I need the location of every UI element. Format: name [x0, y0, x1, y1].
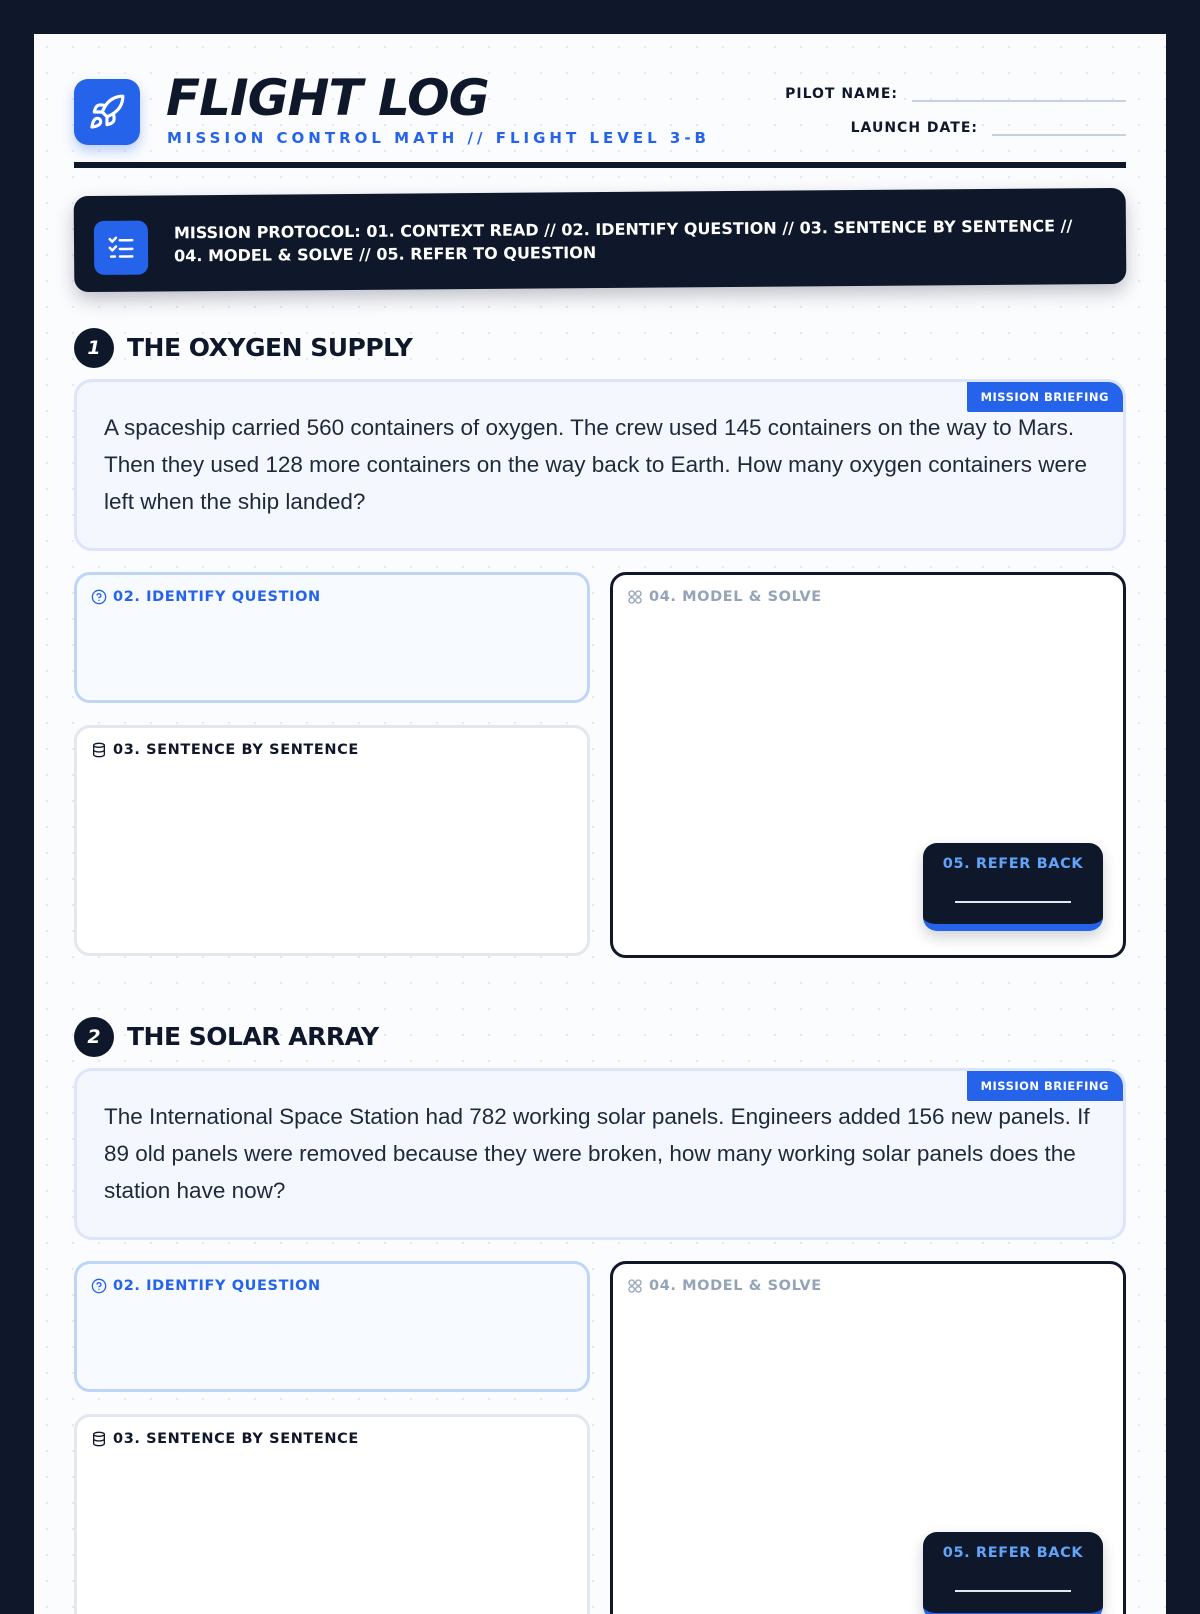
- mission-briefing-tag: MISSION BRIEFING: [967, 1071, 1123, 1101]
- mission-protocol-banner: [74, 188, 1127, 292]
- refer-back-answer-line[interactable]: [955, 901, 1071, 903]
- page-title: FLIGHT LOG: [166, 70, 489, 126]
- question-circle-icon: [91, 1278, 107, 1294]
- launch-date-label: LAUNCH DATE:: [851, 120, 978, 136]
- header-divider: [74, 162, 1126, 168]
- problem-header: [74, 1017, 1126, 1061]
- protocol-steps: 01. CONTEXT READ // 02. IDENTIFY QUESTION // 03. SENTENCE BY SENTENCE // 04. MODEL & SOLVE // 05. REFER TO QUESTION: [174, 216, 1072, 265]
- mission-briefing: [74, 1068, 1126, 1240]
- sentence-by-sentence-box[interactable]: [74, 1414, 590, 1614]
- identify-question-box[interactable]: [74, 1261, 590, 1392]
- sentence-by-sentence-label: [91, 742, 359, 758]
- sentence-by-sentence-text: 03. SENTENCE BY SENTENCE: [113, 742, 359, 758]
- model-and-solve-box[interactable]: [610, 572, 1126, 958]
- page-subtitle: MISSION CONTROL MATH // FLIGHT LEVEL 3-B: [167, 129, 710, 147]
- problem-section-2: [74, 1017, 1126, 1061]
- identify-question-text: 02. IDENTIFY QUESTION: [113, 1278, 321, 1294]
- model-and-solve-label: [627, 1278, 822, 1294]
- worksheet: [34, 34, 1166, 1614]
- checklist-icon: [94, 221, 148, 275]
- refer-back-card: [923, 1532, 1103, 1614]
- problem-number: 1: [74, 328, 114, 368]
- problem-title: THE SOLAR ARRAY: [127, 1020, 379, 1054]
- mission-briefing-tag: MISSION BRIEFING: [967, 382, 1123, 412]
- database-icon: [91, 742, 107, 758]
- identify-question-label: [91, 589, 321, 605]
- identify-question-box[interactable]: [74, 572, 590, 703]
- model-and-solve-text: 04. MODEL & SOLVE: [649, 589, 822, 605]
- grid-icon: [627, 1278, 643, 1294]
- launch-date-field: [851, 120, 1126, 136]
- protocol-heading: MISSION PROTOCOL:: [174, 222, 361, 242]
- problem-section-1: [74, 328, 1126, 372]
- refer-back-answer-line[interactable]: [955, 1590, 1071, 1592]
- model-and-solve-label: [627, 589, 822, 605]
- grid-icon: [627, 589, 643, 605]
- rocket-icon: [74, 79, 140, 145]
- sentence-by-sentence-label: [91, 1431, 359, 1447]
- problem-number: 2: [74, 1017, 114, 1057]
- protocol-text: [174, 214, 1094, 267]
- identify-question-label: [91, 1278, 321, 1294]
- refer-back-card: [923, 843, 1103, 931]
- problem-title: THE OXYGEN SUPPLY: [127, 331, 412, 365]
- identify-question-text: 02. IDENTIFY QUESTION: [113, 589, 321, 605]
- model-and-solve-text: 04. MODEL & SOLVE: [649, 1278, 822, 1294]
- refer-back-label: 05. REFER BACK: [923, 856, 1103, 872]
- sentence-by-sentence-box[interactable]: [74, 725, 590, 956]
- mission-briefing: [74, 379, 1126, 551]
- problem-text: The International Space Station had 782 working solar panels. Engineers added 156 new panels. If 89 old panels were removed because they were broken, how many working solar panels does the station have now?: [104, 1098, 1104, 1209]
- problem-text: A spaceship carried 560 containers of oxygen. The crew used 145 containers on the way to Mars. Then they used 128 more containers on the way back to Earth. How many oxygen containers were left when the ship landed?: [104, 409, 1104, 520]
- problem-header: [74, 328, 1126, 372]
- question-circle-icon: [91, 589, 107, 605]
- pilot-name-field: [785, 86, 1126, 102]
- database-icon: [91, 1431, 107, 1447]
- refer-back-label: 05. REFER BACK: [923, 1545, 1103, 1561]
- pilot-name-line[interactable]: [912, 100, 1126, 102]
- header: [74, 34, 1126, 170]
- sentence-by-sentence-text: 03. SENTENCE BY SENTENCE: [113, 1431, 359, 1447]
- pilot-name-label: PILOT NAME:: [785, 86, 898, 102]
- launch-date-line[interactable]: [992, 134, 1126, 136]
- model-and-solve-box[interactable]: [610, 1261, 1126, 1614]
